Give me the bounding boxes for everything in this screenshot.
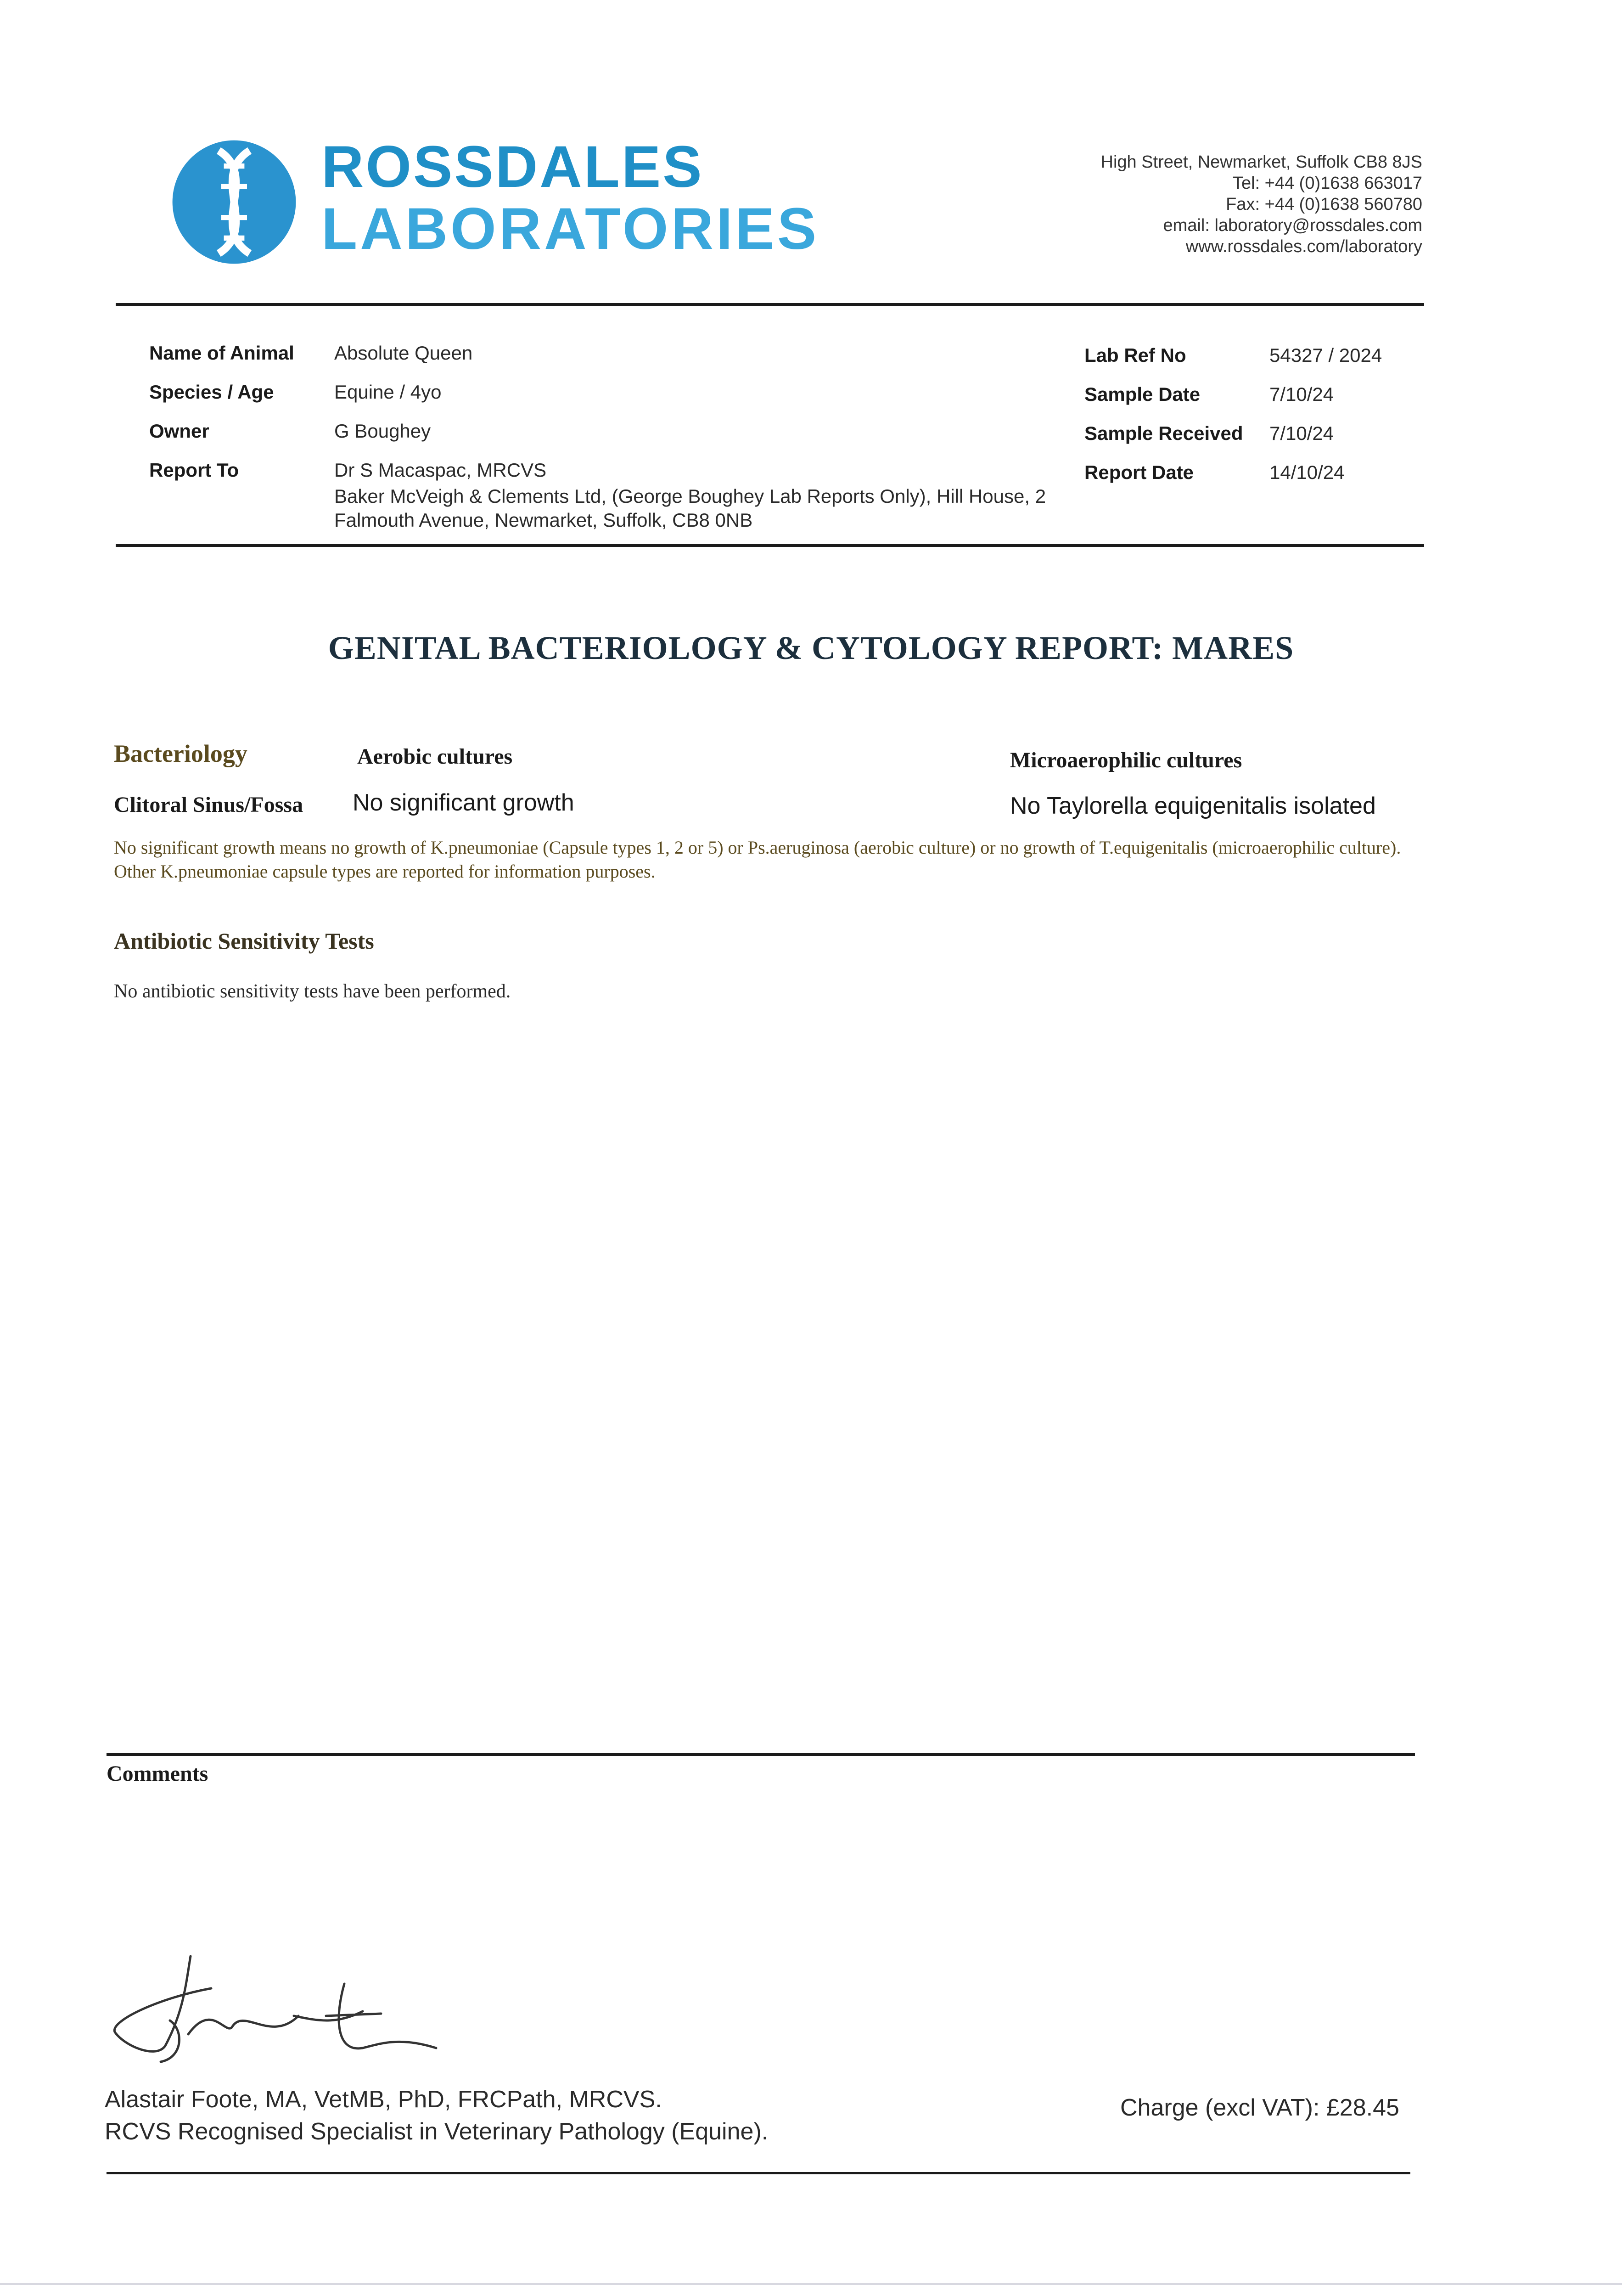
species-age-value: Equine / 4yo xyxy=(334,381,442,403)
report-date-label: Report Date xyxy=(1084,461,1194,483)
report-date-value: 14/10/24 xyxy=(1269,461,1345,483)
sample-date-label: Sample Date xyxy=(1084,383,1201,405)
comments-label: Comments xyxy=(107,1761,208,1786)
sample-received-value: 7/10/24 xyxy=(1269,422,1334,444)
lab-name-line1: ROSSDALES xyxy=(321,134,704,200)
report-to-recipient: Dr S Macaspac, MRCVS xyxy=(334,459,547,481)
report-title: GENITAL BACTERIOLOGY & CYTOLOGY REPORT: MARES xyxy=(328,630,1294,666)
footer-divider xyxy=(107,2172,1410,2174)
signature-image xyxy=(106,1947,455,2066)
sample-date-value: 7/10/24 xyxy=(1269,383,1334,405)
species-age-label: Species / Age xyxy=(149,381,274,403)
lab-tel: Tel: +44 (0)1638 663017 xyxy=(1232,174,1422,193)
comments-divider xyxy=(107,1753,1415,1756)
header-divider xyxy=(116,303,1424,306)
charge-amount: Charge (excl VAT): £28.45 xyxy=(1120,2094,1399,2121)
lab-ref-label: Lab Ref No xyxy=(1084,344,1186,366)
details-divider xyxy=(116,544,1424,547)
lab-name-line2: LABORATORIES xyxy=(321,196,819,262)
report-to-address: Baker McVeigh & Clements Ltd, (George Boughey Lab Reports Only), Hill House, 2 Falmouth Avenue, Newmarket, Suffolk, CB8 0NB xyxy=(334,485,1046,531)
bacteriology-footnote: No significant growth means no growth of K.pneumoniae (Capsule types 1, 2 or 5) or Ps.aeruginosa (aerobic culture) or no growth of T.equigenitalis (microaerophilic culture). Other K.pneumoniae capsule types are reported for information purposes. xyxy=(114,837,1401,882)
lab-ref-value: 54327 / 2024 xyxy=(1269,344,1382,366)
lab-website: www.rossdales.com/laboratory xyxy=(1185,237,1422,256)
page-bottom-edge xyxy=(0,2283,1622,2285)
sample-received-label: Sample Received xyxy=(1084,422,1243,444)
lab-address-block xyxy=(1101,152,1422,257)
owner-value: G Boughey xyxy=(334,420,431,442)
ast-heading: Antibiotic Sensitivity Tests xyxy=(114,928,374,954)
owner-label: Owner xyxy=(149,420,209,442)
dna-logo-icon xyxy=(170,138,298,266)
ast-text: No antibiotic sensitivity tests have been performed. xyxy=(114,981,511,1002)
name-of-animal-value: Absolute Queen xyxy=(334,342,473,364)
signatory-title: RCVS Recognised Specialist in Veterinary Pathology (Equine). xyxy=(105,2118,769,2145)
name-of-animal-label: Name of Animal xyxy=(149,342,294,364)
microaerophilic-result: No Taylorella equigenitalis isolated xyxy=(1010,793,1376,819)
microaerophilic-cultures-heading: Microaerophilic cultures xyxy=(1010,748,1242,772)
sample-site-label: Clitoral Sinus/Fossa xyxy=(114,793,303,817)
lab-email: email: laboratory@rossdales.com xyxy=(1163,216,1422,235)
aerobic-cultures-heading: Aerobic cultures xyxy=(357,744,513,769)
bacteriology-heading: Bacteriology xyxy=(114,740,247,767)
aerobic-result: No significant growth xyxy=(353,789,574,816)
report-to-label: Report To xyxy=(149,459,239,481)
lab-fax: Fax: +44 (0)1638 560780 xyxy=(1226,195,1422,214)
signatory-name: Alastair Foote, MA, VetMB, PhD, FRCPath, MRCVS. xyxy=(105,2086,662,2113)
lab-address: High Street, Newmarket, Suffolk CB8 8JS xyxy=(1100,152,1422,172)
